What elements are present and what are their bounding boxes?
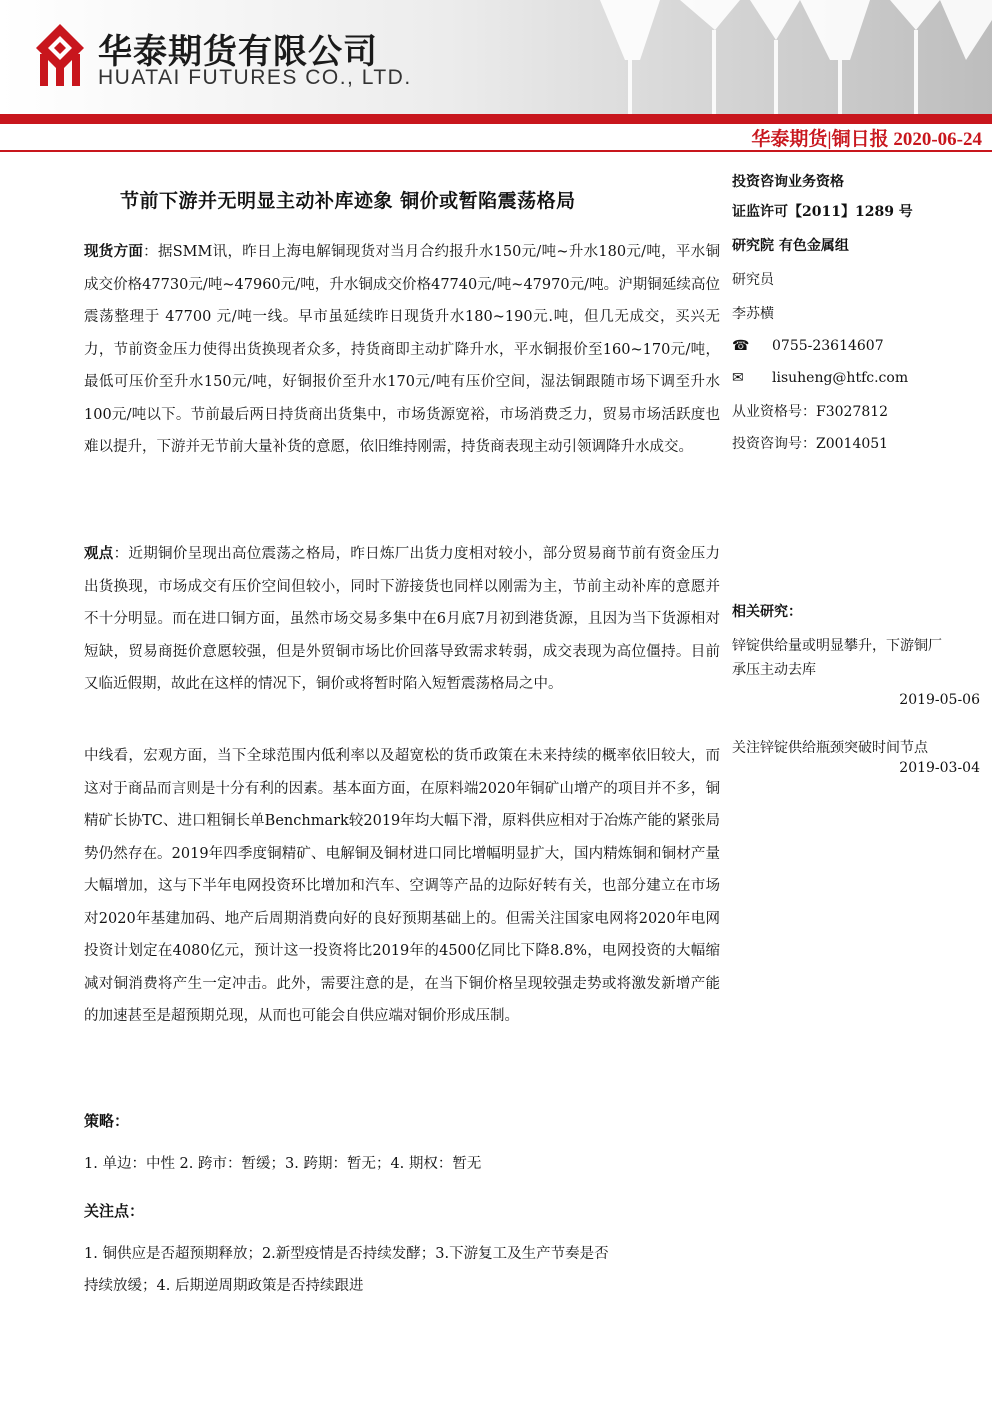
view-label: 观点 [84,545,114,562]
spot-label: 现货方面 [84,243,144,260]
telephone-icon: ☎ [732,338,750,354]
focus-line-2: 持续放缓；4. 后期逆周期政策是否持续跟进 [84,1278,364,1294]
related-item-1-title-2[interactable]: 承压主动去库 [732,662,816,678]
header-divider [0,150,992,152]
phone-row [732,336,884,356]
qualification-line-1: 投资咨询业务资格 [732,174,844,190]
analyst-role: 研究员 [732,272,774,288]
related-item-2-title[interactable]: 关注锌锭供给瓶颈突破时间节点 [732,740,928,756]
company-name-en: HUATAI FUTURES CO., LTD. [98,66,412,89]
focus-heading: 关注点： [84,1202,145,1220]
institute-label: 研究院 有色金属组 [732,238,849,254]
strategy-line: 1. 单边：中性 2. 跨市：暂缓；3. 跨期：暂无；4. 期权：暂无 [84,1156,482,1172]
midterm-paragraph: 中线看，宏观方面，当下全球范围内低利率以及超宽松的货币政策在未来持续的概率依旧较大，而这对于商品而言则是十分有利的因素。基本面方面，在原料端2020年铜矿山增产的项目并不多，铜精矿长协TC、进口粗铜长单Benchmark较2019年均大幅下滑，原料供应相对于冶炼产能的紧张局势仍然存在。2019年四季度铜精矿、电解铜及铜材进口同比增幅明显扩大，国内精炼铜和铜材产量大幅增加，这与下半年电网投资环比增加和汽车、空调等产品的边际好转有关，也部分建立在市场对2020年基建加码、地产后周期消费向好的良好预期基础上的。但需关注国家电网将2020年电网投资计划定在4080亿元，预计这一投资将比2019年的4500亿同比下降8.8%，电网投资的大幅缩减对铜消费将产生一定冲击。此外，需要注意的是，在当下铜价格呈现较强走势或将激发新增产能的加速甚至是超预期兑现，从而也可能会自供应端对铜价形成压制。 [84,748,720,1024]
view-text: ：近期铜价呈现出高位震荡之格局，昨日炼厂出货力度相对较小，部分贸易商节前有资金压力出货换现，市场成交有压价空间但较小，同时下游接货也同样以刚需为主，节前主动补库的意愿并不十分明显。而在进口铜方面，虽然市场交易多集中在6月底7月初到港货源，且因为当下货源相对短缺，贸易商挺价意愿较强，但是外贸铜市场比价回落导致需求转弱，成交表现为高位僵持。目前又临近假期，故此在这样的情况下，铜价或将暂时陷入短暂震荡格局之中。 [84,546,721,692]
focus-line-1: 1. 铜供应是否超预期释放；2.新型疫情是否持续发酵；3.下游复工及生产节奏是否 [84,1246,609,1262]
company-name-cn: 华泰期货有限公司 [98,32,378,72]
related-item-2-date: 2019-03-04 [899,760,980,776]
qualification-line-2: 证监许可【2011】1289 号 [732,204,913,220]
header-red-bar [0,114,992,124]
report-tag: 华泰期货|铜日报 2020-06-24 [751,129,982,150]
email-row [732,368,908,388]
strategy-heading: 策略： [84,1112,130,1130]
related-item-1-title-1[interactable]: 锌锭供给量或明显攀升，下游铜厂 [732,638,942,654]
company-logo [34,22,86,88]
email-address[interactable]: lisuheng@htfc.com [772,370,909,386]
spot-text: ：据SMM讯，昨日上海电解铜现货对当月合约报升水150元/吨~升水180元/吨，平水铜成交价格47730元/吨~47960元/吨，升水铜成交价格47740元/吨~47970元/吨。沪期铜延续高位震荡整理于 47700 元/吨一线。早市虽延续昨日现货升水180~190元.吨，但几无成交，买兴无力，节前资金压力使得出货换现者众多，持货商即主动扩降升水，平水铜报价至160~170元/吨，最低可压价至升水150元/吨，好铜报价至升水170元/吨有压价空间，湿法铜跟随市场下调至升水100元/吨以下。节前最后两日持货商出货集中，市场货源宽裕，市场消费乏力，贸易市场活跃度也难以提升，下游并无节前大量补货的意愿，依旧维持刚需，持货商表现主动引领调降升水成交。 [84,244,721,455]
related-item-1-date: 2019-05-06 [899,692,980,708]
spot-paragraph [84,236,720,464]
analyst-name: 李苏横 [732,306,774,322]
report-title: 节前下游并无明显主动补库迹象 铜价或暂陷震荡格局 [120,190,576,212]
envelope-icon: ✉ [732,370,744,386]
view-paragraph [84,538,720,701]
phone-number: 0755-23614607 [772,338,884,354]
consulting-number: 投资咨询号：Z0014051 [732,436,889,452]
related-research-heading: 相关研究： [732,604,802,620]
certification-number: 从业资格号：F3027812 [732,404,889,420]
